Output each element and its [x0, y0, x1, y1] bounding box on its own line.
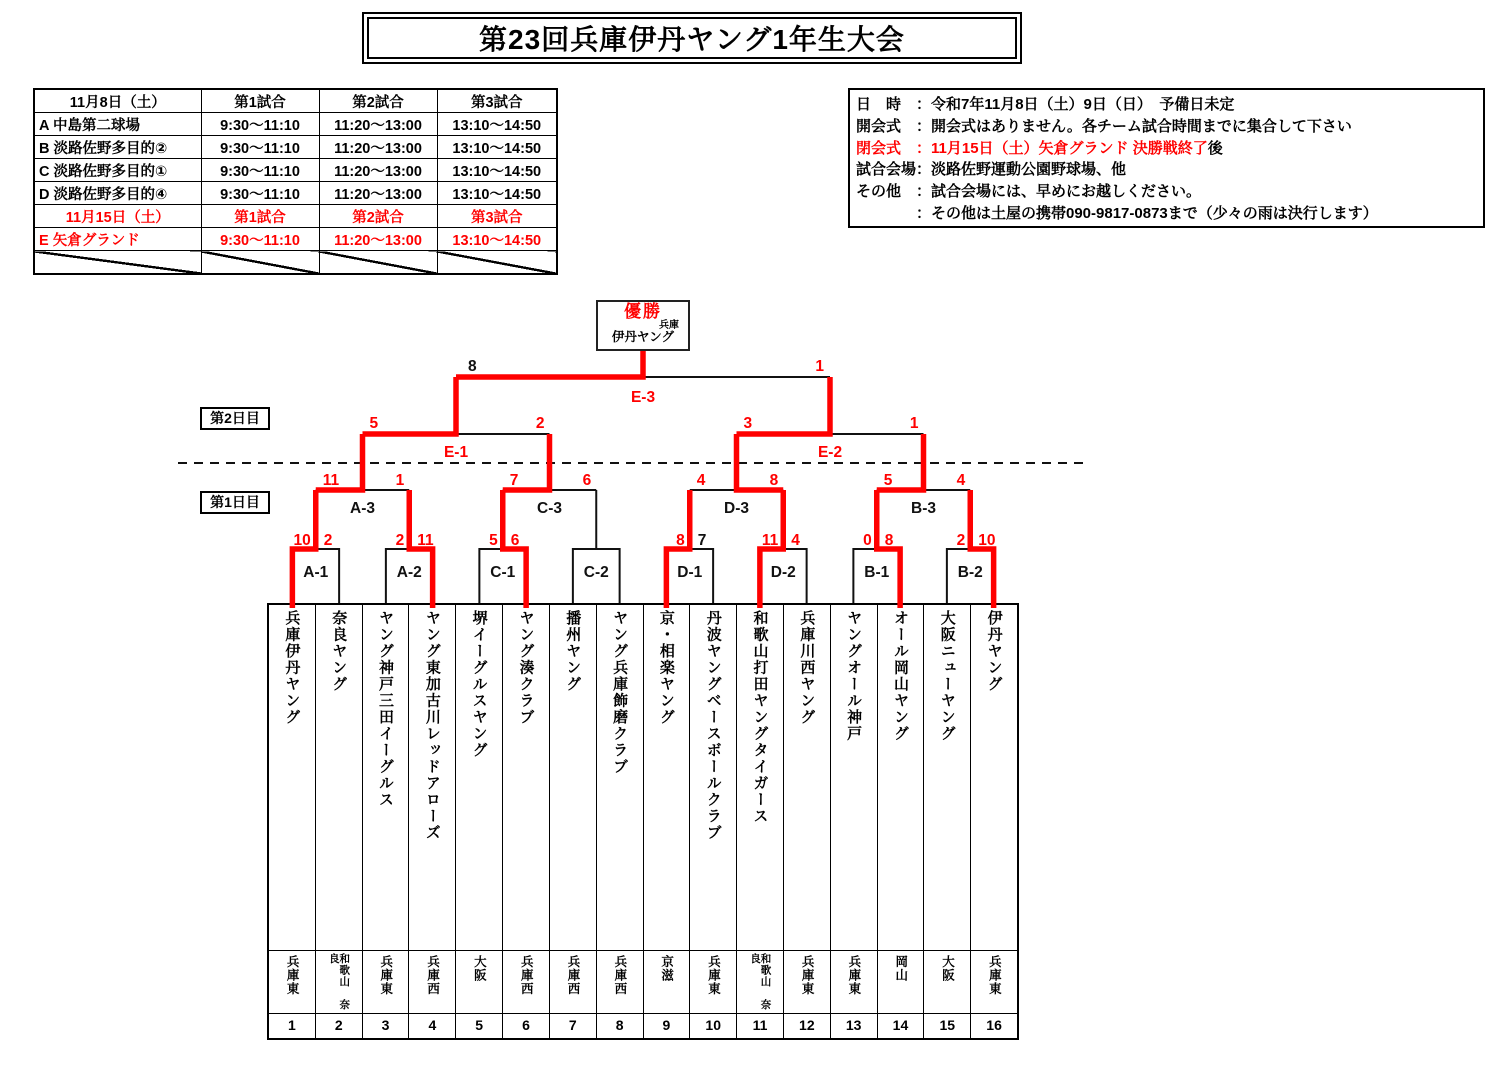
team-name-cell [924, 605, 970, 950]
team-name-cell [971, 605, 1017, 950]
team-name: 京・相楽ヤング [657, 610, 675, 726]
team-column [503, 605, 550, 1038]
match-label: D-3 [724, 500, 749, 517]
schedule-row [34, 182, 557, 205]
schedule-cell: 11月15日（土） [34, 205, 201, 228]
info-line [856, 115, 1477, 136]
match-label: B-2 [957, 564, 983, 581]
match-score: 4 [696, 472, 706, 489]
winner-path [737, 377, 831, 434]
match-score: 4 [791, 532, 800, 549]
schedule-cell: E 矢倉グランド [34, 228, 201, 251]
team-column [363, 605, 410, 1038]
schedule-cell [34, 251, 201, 275]
info-line [856, 202, 1477, 223]
team-name: 堺イーグルスヤング [470, 610, 488, 759]
match-score: 8 [676, 532, 685, 549]
team-region-cell [269, 950, 315, 1013]
team-name: ヤング東加古川レッドアローズ [423, 610, 441, 841]
info-line-text: ：その他は土屋の携帯090-9817-0873まで（少々の雨は決行します） [856, 204, 1378, 222]
team-name-cell [831, 605, 877, 950]
match-score: 11 [761, 532, 779, 549]
winner-path [292, 490, 315, 608]
schedule-cell: 9:30～11:10 [201, 182, 319, 205]
schedule-cell: 第2試合 [319, 89, 437, 113]
team-name-cell [316, 605, 362, 950]
schedule-row [34, 113, 557, 136]
team-name-cell [503, 605, 549, 950]
winner-path [737, 434, 784, 490]
schedule-row [34, 228, 557, 251]
match-label: B-3 [911, 500, 936, 517]
team-region: 兵庫西 [519, 955, 534, 996]
info-line-suffix: 後 [1207, 139, 1223, 157]
match-label: C-3 [537, 500, 562, 517]
team-region: 岡山 [893, 955, 908, 982]
champion-title: 優勝 [624, 302, 662, 321]
schedule-cell: 第1試合 [201, 205, 319, 228]
team-column [550, 605, 597, 1038]
team-region-cell [316, 950, 362, 1013]
schedule-cell: 13:10～14:50 [437, 159, 557, 182]
schedule-cell: 11月8日（土） [34, 89, 201, 113]
match-label: C-1 [490, 564, 516, 581]
schedule-cell: 第3試合 [437, 205, 557, 228]
team-region-cell [597, 950, 643, 1013]
schedule-cell: 9:30～11:10 [201, 159, 319, 182]
match-score: 4 [956, 472, 966, 489]
team-region-cell [784, 950, 830, 1013]
team-region: 大阪 [940, 955, 955, 982]
match-label: A-2 [396, 564, 422, 581]
team-number: 10 [690, 1013, 736, 1038]
team-name: 奈良ヤング [330, 610, 348, 693]
match-label: A-3 [350, 500, 375, 517]
match-label: B-1 [864, 564, 890, 581]
team-region: 兵庫西 [425, 955, 440, 996]
match-score: 8 [884, 532, 894, 549]
team-region-cell [363, 950, 409, 1013]
champion-region: 兵庫 [659, 320, 679, 331]
match-label: E-1 [443, 444, 469, 461]
team-column [690, 605, 737, 1038]
schedule-cell: 第2試合 [319, 205, 437, 228]
match-bracket [947, 549, 994, 603]
match-bracket [479, 549, 526, 603]
team-number: 1 [269, 1013, 315, 1038]
team-column [784, 605, 831, 1038]
match-score: 2 [535, 415, 545, 432]
schedule-cell: 13:10～14:50 [437, 228, 557, 251]
schedule-cell: A 中島第二球場 [34, 113, 201, 136]
winner-path [456, 349, 643, 377]
team-name: 兵庫伊丹ヤング [283, 610, 301, 726]
team-region-cell [550, 950, 596, 1013]
team-name-cell [737, 605, 783, 950]
team-number: 4 [409, 1013, 455, 1038]
champion-box [596, 300, 690, 351]
info-line [856, 137, 1477, 158]
team-column [971, 605, 1017, 1038]
team-name: ヤング湊クラブ [517, 610, 535, 726]
team-name-cell [784, 605, 830, 950]
winner-path [316, 434, 363, 490]
match-label: A-1 [303, 564, 329, 581]
team-region-cell [878, 950, 924, 1013]
team-name-cell [456, 605, 502, 950]
match-bracket [573, 549, 620, 603]
match-score: 5 [369, 415, 379, 432]
winner-path [877, 490, 900, 608]
match-score: 11 [417, 532, 434, 549]
info-box [848, 88, 1485, 228]
match-score: 2 [956, 532, 966, 549]
team-name-cell [644, 605, 690, 950]
winner-path [970, 490, 996, 608]
team-number: 5 [456, 1013, 502, 1038]
team-name: ヤングオール神戸 [845, 610, 863, 742]
match-score: 6 [582, 472, 592, 489]
schedule-cell: 第3試合 [437, 89, 557, 113]
winner-path [503, 490, 526, 608]
team-region: 兵庫東 [800, 955, 815, 996]
team-name: 播州ヤング [564, 610, 582, 693]
winner-path [409, 490, 432, 608]
team-region-cell [737, 950, 783, 1013]
schedule-cell: 9:30～11:10 [201, 136, 319, 159]
team-name-cell [690, 605, 736, 950]
match-score: 7 [697, 532, 707, 549]
team-region-cell [644, 950, 690, 1013]
match-score: 5 [883, 472, 893, 489]
team-region-cell [924, 950, 970, 1013]
team-name-cell [878, 605, 924, 950]
team-number: 11 [737, 1013, 783, 1038]
schedule-row [34, 251, 557, 275]
match-bracket [386, 549, 433, 603]
teams-table [267, 603, 1019, 1040]
team-region: 兵庫東 [706, 955, 721, 996]
champion-team: 伊丹ヤング [611, 330, 675, 344]
team-number: 13 [831, 1013, 877, 1038]
team-column [924, 605, 971, 1038]
team-number: 9 [644, 1013, 690, 1038]
team-region-cell [831, 950, 877, 1013]
team-column [737, 605, 784, 1038]
team-column [456, 605, 503, 1038]
team-region: 兵庫東 [846, 955, 861, 996]
team-number: 15 [924, 1013, 970, 1038]
team-region: 京滋 [659, 955, 674, 982]
team-name: 大阪ニューヤング [938, 610, 956, 742]
match-score: 8 [468, 358, 477, 375]
team-name-cell [269, 605, 315, 950]
day1-label: 第1日目 [200, 491, 270, 514]
team-column [644, 605, 691, 1038]
schedule-table [33, 88, 558, 275]
schedule-cell: 13:10～14:50 [437, 113, 557, 136]
match-label: C-2 [583, 564, 609, 581]
match-score: 6 [510, 532, 520, 549]
team-region-cell [690, 950, 736, 1013]
schedule-cell: 11:20～13:00 [319, 159, 437, 182]
match-label: E-3 [630, 389, 656, 406]
team-region: 兵庫東 [285, 955, 300, 996]
match-label: D-2 [770, 564, 796, 581]
team-region: 兵庫東 [987, 955, 1002, 996]
match-score: 1 [815, 358, 824, 375]
schedule-cell: 9:30～11:10 [201, 228, 319, 251]
match-score: 1 [395, 472, 405, 489]
team-name: オール岡山ヤング [891, 610, 909, 742]
match-score: 5 [489, 532, 498, 549]
match-score: 2 [323, 532, 333, 549]
match-score: 8 [769, 472, 779, 489]
team-number: 3 [363, 1013, 409, 1038]
team-number: 8 [597, 1013, 643, 1038]
match-label: D-1 [677, 564, 703, 581]
team-region: 和歌山 奈良 [749, 953, 772, 1011]
info-line-text: 閉会式 ：11月15日（土）矢倉グランド 決勝戦終了 [856, 139, 1208, 157]
schedule-row [34, 136, 557, 159]
schedule-row [34, 89, 557, 113]
info-line-text: 開会式 ：開会式はありません。各チーム試合時間までに集合して下さい [856, 117, 1352, 135]
match-score: 2 [395, 532, 405, 549]
schedule-cell: 13:10～14:50 [437, 182, 557, 205]
schedule-cell: 11:20～13:00 [319, 182, 437, 205]
team-name-cell [550, 605, 596, 950]
info-line-text: 日 時 ：令和7年11月8日（土）9日（日） 予備日未定 [856, 96, 1235, 114]
team-region-cell [971, 950, 1017, 1013]
match-score: 0 [863, 532, 872, 549]
team-column [878, 605, 925, 1038]
winner-path [666, 490, 689, 608]
team-name: 伊丹ヤング [985, 610, 1003, 693]
schedule-row [34, 159, 557, 182]
team-region-cell [456, 950, 502, 1013]
team-name: 和歌山打田ヤングタイガース [751, 610, 769, 825]
team-number: 14 [878, 1013, 924, 1038]
match-score: 1 [909, 415, 919, 432]
schedule-cell: 11:20～13:00 [319, 228, 437, 251]
schedule-cell [437, 251, 557, 275]
winner-path [760, 490, 783, 608]
team-column [269, 605, 316, 1038]
day2-label: 第2日目 [200, 407, 270, 430]
match-score: 7 [509, 472, 519, 489]
team-region: 和歌山 奈良 [327, 953, 351, 1011]
team-name: ヤング神戸三田イーグルス [377, 610, 395, 808]
schedule-cell: 第1試合 [201, 89, 319, 113]
team-column [316, 605, 363, 1038]
team-number: 16 [971, 1013, 1017, 1038]
team-name: ヤング兵庫飾磨クラブ [611, 610, 629, 775]
team-column [409, 605, 456, 1038]
match-bracket [853, 549, 900, 603]
team-number: 7 [550, 1013, 596, 1038]
schedule-cell: 11:20～13:00 [319, 113, 437, 136]
title-box [362, 12, 1022, 64]
info-line-text: 試合会場：淡路佐野運動公園野球場、他 [856, 161, 1127, 179]
team-number: 6 [503, 1013, 549, 1038]
team-region: 兵庫東 [378, 955, 393, 996]
winner-path [363, 377, 457, 434]
team-region: 兵庫西 [566, 955, 581, 996]
team-column [597, 605, 644, 1038]
team-number: 12 [784, 1013, 830, 1038]
schedule-cell: C 淡路佐野多目的① [34, 159, 201, 182]
team-name: 兵庫川西ヤング [798, 610, 816, 726]
winner-path [877, 434, 924, 490]
schedule-row [34, 205, 557, 228]
page-title: 第23回兵庫伊丹ヤング1年生大会 [367, 17, 1017, 59]
team-name: 丹波ヤングベースボールクラブ [704, 610, 722, 841]
team-region: 大阪 [472, 955, 487, 982]
schedule-cell [319, 251, 437, 275]
team-region-cell [409, 950, 455, 1013]
schedule-cell [201, 251, 319, 275]
team-region-cell [503, 950, 549, 1013]
info-line [856, 180, 1477, 201]
match-score: 10 [293, 532, 311, 549]
schedule-cell: 11:20～13:00 [319, 136, 437, 159]
schedule-cell: 9:30～11:10 [201, 113, 319, 136]
schedule-cell: 13:10～14:50 [437, 136, 557, 159]
match-label: E-2 [817, 444, 843, 461]
info-line [856, 158, 1477, 179]
match-score: 3 [743, 415, 753, 432]
match-bracket [292, 549, 339, 603]
match-score: 10 [978, 532, 996, 549]
schedule-cell: D 淡路佐野多目的④ [34, 182, 201, 205]
info-line-text: その他 ：試合会場には、早めにお越しください。 [856, 182, 1202, 200]
team-column [831, 605, 878, 1038]
match-bracket [760, 549, 807, 603]
team-region: 兵庫西 [612, 955, 627, 996]
schedule-cell: B 淡路佐野多目的② [34, 136, 201, 159]
match-bracket [666, 549, 713, 603]
match-score: 11 [322, 472, 340, 489]
team-name-cell [363, 605, 409, 950]
winner-path [503, 434, 550, 490]
team-number: 2 [316, 1013, 362, 1038]
info-line [856, 93, 1477, 114]
team-name-cell [597, 605, 643, 950]
team-name-cell [409, 605, 455, 950]
